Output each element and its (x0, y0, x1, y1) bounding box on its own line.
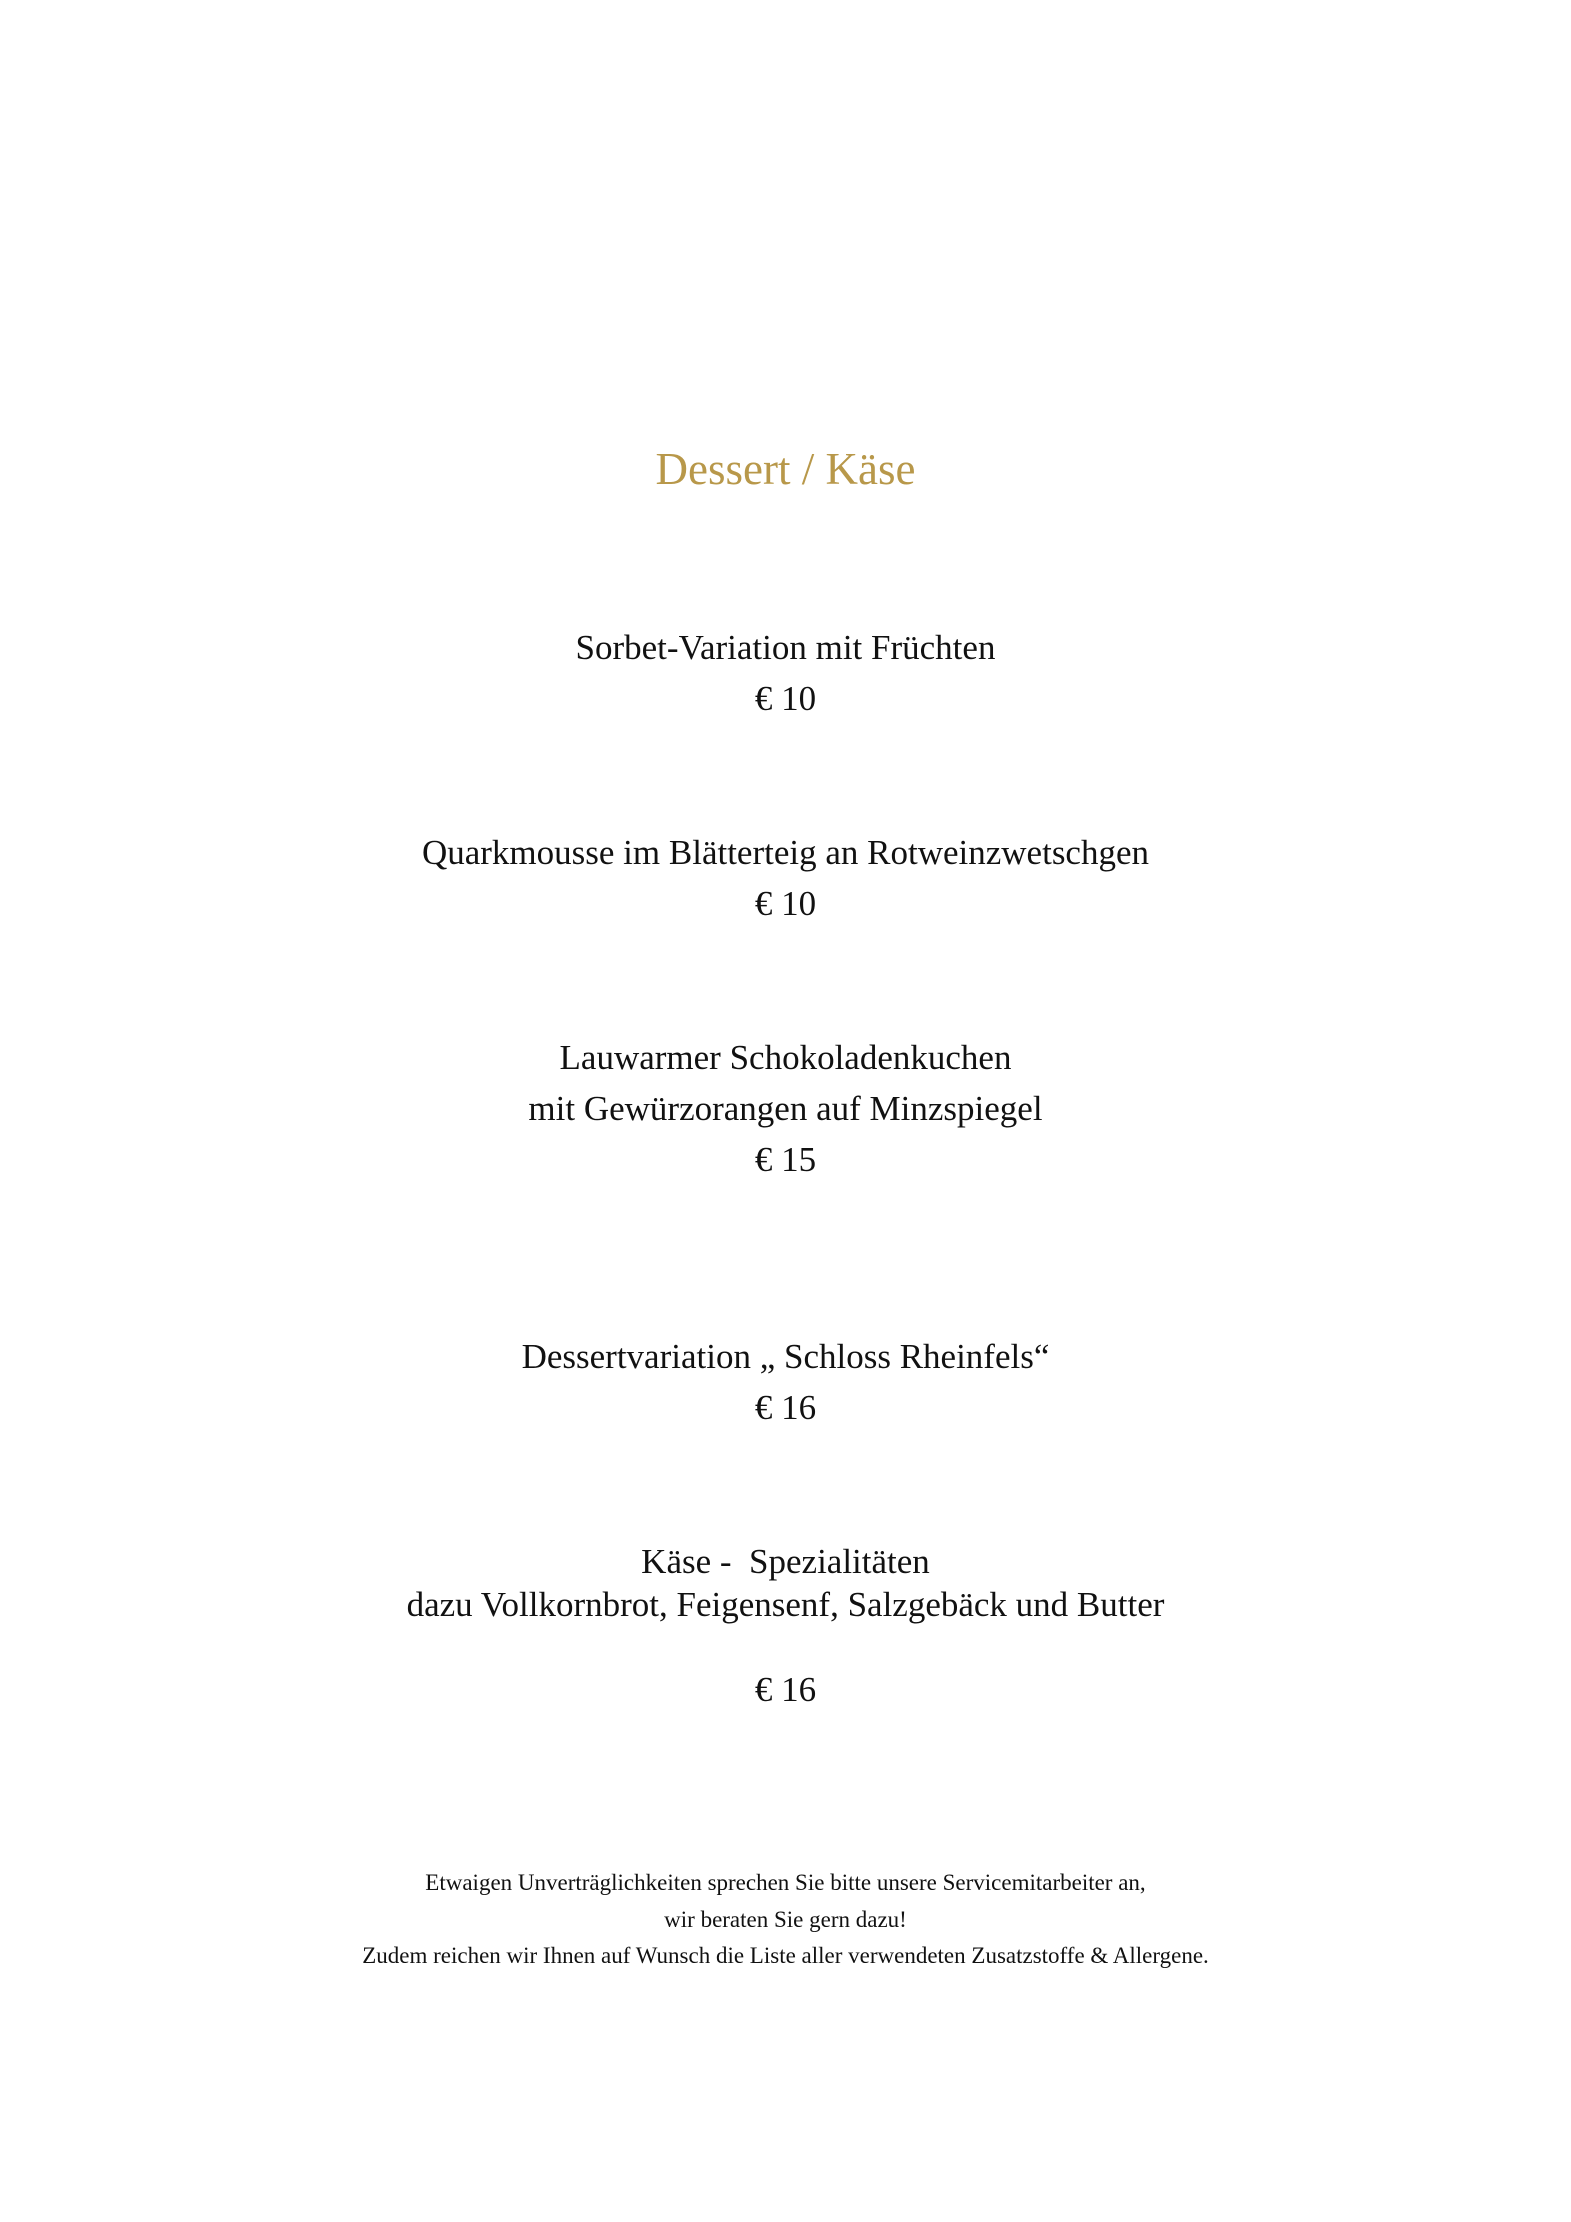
allergen-notice-line-2: wir beraten Sie gern dazu! (664, 1907, 907, 1932)
menu-item-price: € 10 (754, 884, 817, 923)
menu-item-price: € 15 (754, 1140, 817, 1179)
menu-item-name-line-2: dazu Vollkornbrot, Feigensenf, Salzgebäck und Butter (406, 1585, 1165, 1624)
menu-item-name: Quarkmousse im Blätterteig an Rotweinzwetschgen (421, 833, 1150, 872)
allergen-notice-line-3: Zudem reichen wir Ihnen auf Wunsch die Liste aller verwendeten Zusatzstoffe & Allergene. (362, 1943, 1209, 1968)
menu-item-price: € 16 (754, 1388, 817, 1427)
menu-item-name-line-1: Käse - Spezialitäten (641, 1542, 930, 1581)
page-title: Dessert / Käse (655, 444, 916, 494)
menu-item-price: € 10 (754, 679, 817, 718)
allergen-notice-line-1: Etwaigen Unverträglichkeiten sprechen Sie bitte unsere Servicemitarbeiter an, (425, 1870, 1146, 1895)
menu-item-name-line-2: mit Gewürzorangen auf Minzspiegel (528, 1089, 1043, 1128)
menu-item-name: Sorbet-Variation mit Früchten (575, 628, 996, 667)
menu-item-name: Dessertvariation „ Schloss Rheinfels“ (521, 1337, 1050, 1376)
menu-item-price: € 16 (754, 1670, 817, 1709)
menu-item-name-line-1: Lauwarmer Schokoladenkuchen (559, 1038, 1012, 1077)
